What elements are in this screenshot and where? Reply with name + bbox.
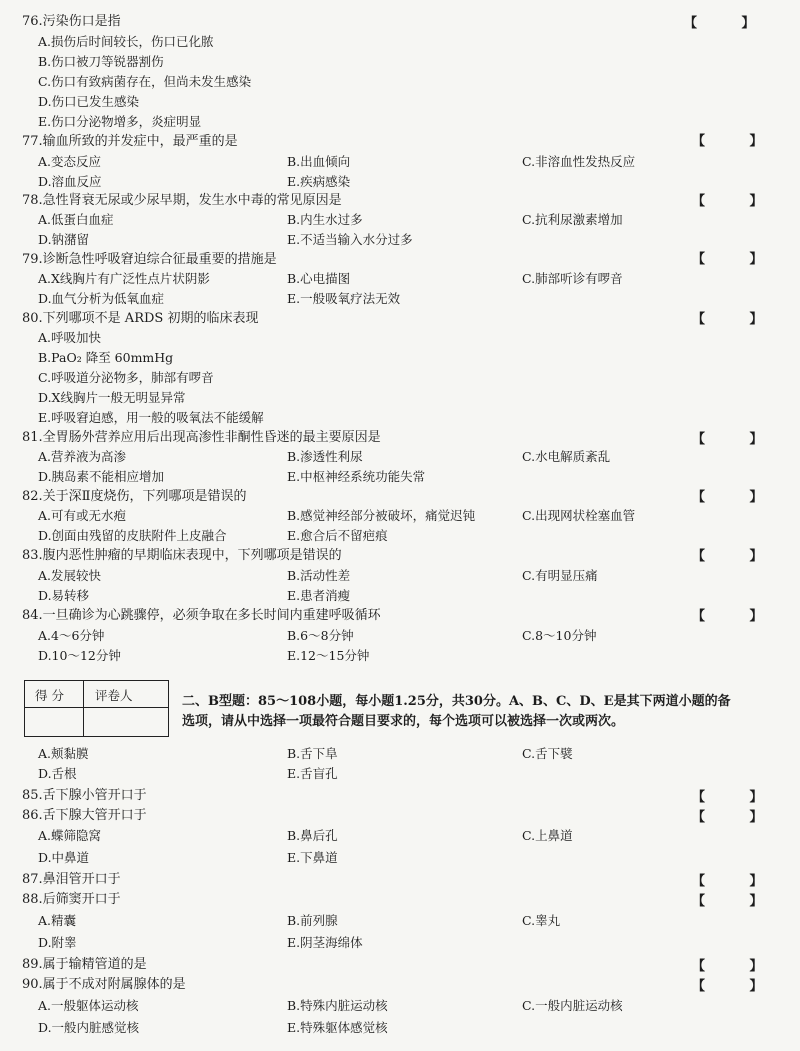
q76-option-e: E.伤口分泌物增多，炎症明显 <box>38 114 202 129</box>
set2-option-c: C.上鼻道 <box>522 828 573 843</box>
question-82-stem: 82.关于深Ⅱ度烧伤，下列哪项是错误的 <box>22 489 247 504</box>
q83-option-a: A.发展较快 <box>38 568 102 583</box>
q79-option-b: B.心电描图 <box>287 271 351 286</box>
score-box-divider-v <box>83 681 84 736</box>
set3-option-b: B.前列腺 <box>287 913 338 928</box>
q77-option-d: D.溶血反应 <box>38 174 102 189</box>
q76-option-d: D.伤口已发生感染 <box>38 94 140 109</box>
q84-option-a: A.4～6分钟 <box>38 628 105 643</box>
answer-bracket-86[interactable]: 【 】 <box>692 810 783 825</box>
q84-option-b: B.6～8分钟 <box>287 628 354 643</box>
q84-option-d: D.10～12分钟 <box>38 648 121 663</box>
question-87-stem: 87.鼻泪管开口于 <box>22 872 121 887</box>
q78-option-e: E.不适当输入水分过多 <box>287 232 413 247</box>
q77-option-c: C.非溶血性发热反应 <box>522 154 636 169</box>
q84-option-c: C.8～10分钟 <box>522 628 597 643</box>
q78-option-d: D.钠潴留 <box>38 232 90 247</box>
question-77-stem: 77.输血所致的并发症中，最严重的是 <box>22 134 238 149</box>
question-86-stem: 86.舌下腺大管开口于 <box>22 808 147 823</box>
question-85-stem: 85.舌下腺小管开口于 <box>22 788 147 803</box>
answer-bracket-90[interactable]: 【 】 <box>692 979 783 994</box>
set4-option-a: A.一般躯体运动核 <box>38 998 139 1013</box>
q79-option-e: E.一般吸氧疗法无效 <box>287 291 401 306</box>
score-box-divider-h <box>25 707 168 708</box>
answer-bracket-80[interactable]: 【 】 <box>692 312 783 327</box>
section-heading-line2: 选项，请从中选择一项最符合题目要求的，每个选项可以被选择一次或两次。 <box>182 714 625 729</box>
question-88-stem: 88.后筛窦开口于 <box>22 892 121 907</box>
answer-bracket-88[interactable]: 【 】 <box>692 894 783 909</box>
q81-option-a: A.营养液为高渗 <box>38 449 127 464</box>
answer-bracket-78[interactable]: 【 】 <box>692 194 783 209</box>
q82-option-b: B.感觉神经部分被破坏，痛觉迟钝 <box>287 508 476 523</box>
answer-bracket-81[interactable]: 【 】 <box>692 432 783 447</box>
set4-option-b: B.特殊内脏运动核 <box>287 998 388 1013</box>
q83-option-d: D.易转移 <box>38 588 90 603</box>
q77-option-a: A.变态反应 <box>38 154 102 169</box>
q76-option-a: A.损伤后时间较长，伤口已化脓 <box>38 34 214 49</box>
q76-option-b: B.伤口被刀等锐器割伤 <box>38 54 164 69</box>
q78-option-b: B.内生水过多 <box>287 212 363 227</box>
q82-option-d: D.创面由残留的皮肤附件上皮融合 <box>38 528 227 543</box>
set4-option-e: E.特殊躯体感觉核 <box>287 1020 388 1035</box>
answer-bracket-76[interactable]: 【 】 <box>684 16 775 31</box>
set1-option-b: B.舌下阜 <box>287 746 338 761</box>
set2-option-e: E.下鼻道 <box>287 850 338 865</box>
score-label: 得 分 <box>35 688 64 703</box>
answer-bracket-84[interactable]: 【 】 <box>692 609 783 624</box>
q78-option-a: A.低蛋白血症 <box>38 212 114 227</box>
q82-option-e: E.愈合后不留疤痕 <box>287 528 388 543</box>
set3-option-c: C.睾丸 <box>522 913 561 928</box>
q82-option-c: C.出现网状栓塞血管 <box>522 508 636 523</box>
score-box <box>24 680 169 737</box>
question-83-stem: 83.腹内恶性肿瘤的早期临床表现中，下列哪项是错误的 <box>22 548 342 563</box>
set1-option-c: C.舌下襞 <box>522 746 573 761</box>
q83-option-e: E.患者消瘦 <box>287 588 351 603</box>
question-76-stem: 76.污染伤口是指 <box>22 14 121 29</box>
set1-option-a: A.颊黏膜 <box>38 746 89 761</box>
q80-option-a: A.呼吸加快 <box>38 330 102 345</box>
set2-option-d: D.中鼻道 <box>38 850 90 865</box>
q80-option-d: D.X线胸片一般无明显异常 <box>38 390 186 405</box>
q81-option-b: B.渗透性利尿 <box>287 449 363 464</box>
q80-option-e: E.呼吸窘迫感，用一般的吸氧法不能缓解 <box>38 410 264 425</box>
q83-option-c: C.有明显压痛 <box>522 568 598 583</box>
question-89-stem: 89.属于输精管道的是 <box>22 957 147 972</box>
set3-option-e: E.阴茎海绵体 <box>287 935 363 950</box>
q76-option-c: C.伤口有致病菌存在，但尚未发生感染 <box>38 74 252 89</box>
answer-bracket-82[interactable]: 【 】 <box>692 490 783 505</box>
q80-option-b: B.PaO₂ 降至 60mmHg <box>38 350 174 365</box>
q84-option-e: E.12～15分钟 <box>287 648 370 663</box>
q78-option-c: C.抗利尿激素增加 <box>522 212 623 227</box>
question-84-stem: 84.一旦确诊为心跳骤停，必须争取在多长时间内重建呼吸循环 <box>22 608 381 623</box>
q77-option-b: B.出血倾向 <box>287 154 351 169</box>
question-90-stem: 90.属于不成对附属腺体的是 <box>22 977 186 992</box>
answer-bracket-85[interactable]: 【 】 <box>692 790 783 805</box>
q79-option-c: C.肺部听诊有啰音 <box>522 271 623 286</box>
q79-option-a: A.X线胸片有广泛性点片状阴影 <box>38 271 210 286</box>
question-78-stem: 78.急性肾衰无尿或少尿早期，发生水中毒的常见原因是 <box>22 193 342 208</box>
q81-option-e: E.中枢神经系统功能失常 <box>287 469 426 484</box>
set4-option-c: C.一般内脏运动核 <box>522 998 623 1013</box>
set2-option-a: A.蝶筛隐窝 <box>38 828 102 843</box>
q82-option-a: A.可有或无水疱 <box>38 508 127 523</box>
q79-option-d: D.血气分析为低氧血症 <box>38 291 165 306</box>
question-80-stem: 80.下列哪项不是 ARDS 初期的临床表现 <box>22 311 259 326</box>
grader-label: 评卷人 <box>95 688 133 703</box>
set1-option-d: D.舌根 <box>38 766 77 781</box>
question-79-stem: 79.诊断急性呼吸窘迫综合征最重要的措施是 <box>22 252 277 267</box>
set2-option-b: B.鼻后孔 <box>287 828 338 843</box>
q81-option-c: C.水电解质紊乱 <box>522 449 611 464</box>
answer-bracket-89[interactable]: 【 】 <box>692 959 783 974</box>
question-81-stem: 81.全胃肠外营养应用后出现高渗性非酮性昏迷的最主要原因是 <box>22 430 381 445</box>
section-heading-line1: 二、B型题：85～108小题，每小题1.25分，共30分。A、B、C、D、E是其下两道小题的备 <box>182 694 731 709</box>
q81-option-d: D.胰岛素不能相应增加 <box>38 469 165 484</box>
answer-bracket-83[interactable]: 【 】 <box>692 549 783 564</box>
set3-option-d: D.附睾 <box>38 935 77 950</box>
answer-bracket-87[interactable]: 【 】 <box>692 874 783 889</box>
answer-bracket-77[interactable]: 【 】 <box>692 134 783 149</box>
q83-option-b: B.活动性差 <box>287 568 351 583</box>
q77-option-e: E.疾病感染 <box>287 174 351 189</box>
set3-option-a: A.精囊 <box>38 913 77 928</box>
set4-option-d: D.一般内脏感觉核 <box>38 1020 140 1035</box>
answer-bracket-79[interactable]: 【 】 <box>692 252 783 267</box>
q80-option-c: C.呼吸道分泌物多，肺部有啰音 <box>38 370 214 385</box>
set1-option-e: E.舌盲孔 <box>287 766 338 781</box>
